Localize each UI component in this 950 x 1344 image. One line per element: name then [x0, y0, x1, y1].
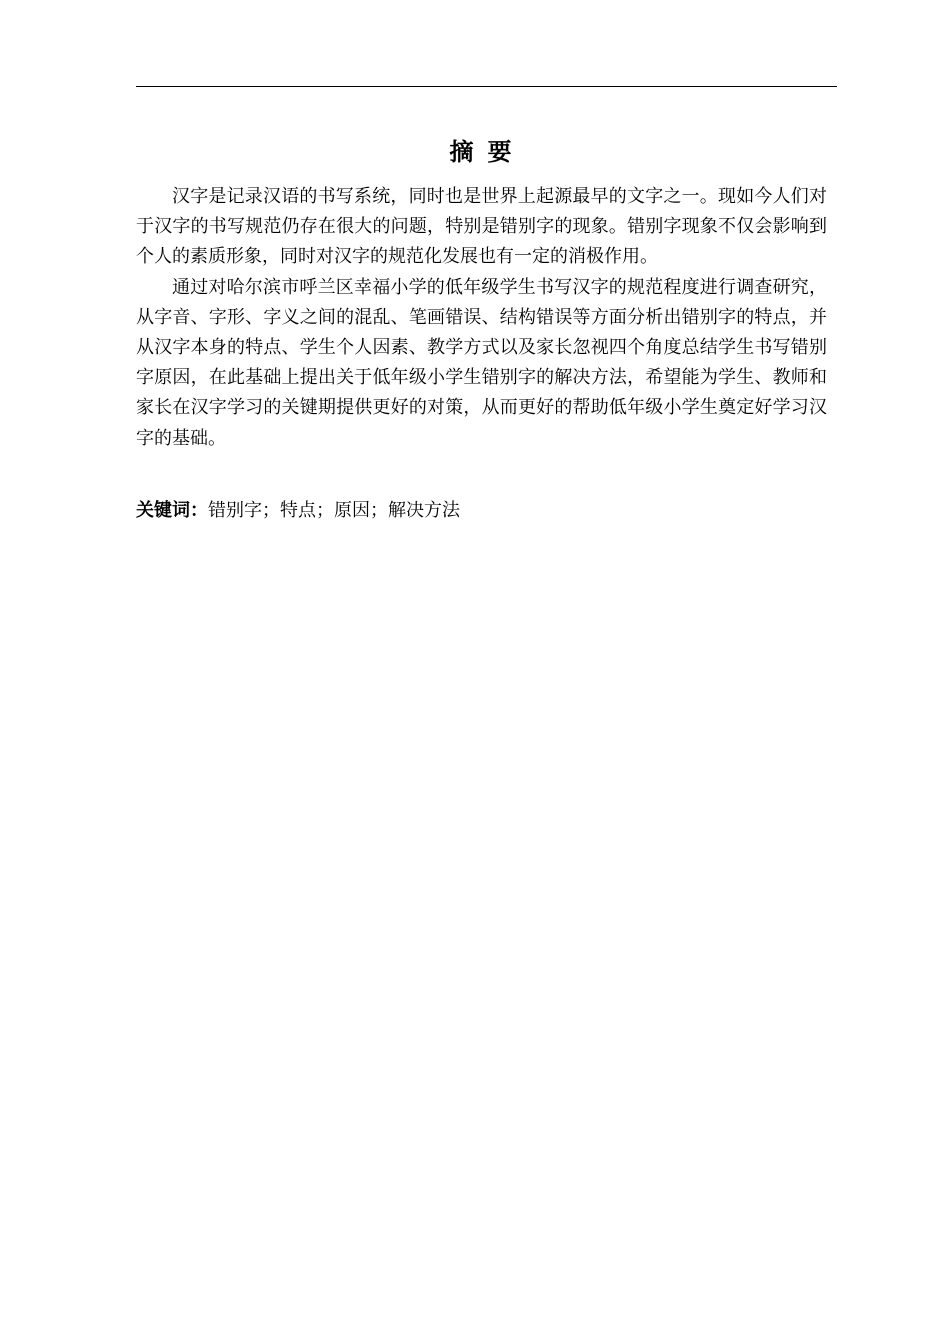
- keywords-label: 关键词：: [136, 500, 208, 521]
- abstract-paragraph-1: 汉字是记录汉语的书写系统，同时也是世界上起源最早的文字之一。现如今人们对于汉字的书写规范仍存在很大的问题，特别是错别字的现象。错别字现象不仅会影响到个人的素质形象，同时对汉字的规范化发展也有一定的消极作用。: [136, 186, 827, 268]
- keywords-text: 错别字；特点；原因；解决方法: [208, 500, 460, 521]
- header-rule: [136, 86, 837, 87]
- keywords-line: [136, 497, 836, 525]
- abstract-paragraph-2: 通过对哈尔滨市呼兰区幸福小学的低年级学生书写汉字的规范程度进行调查研究，从字音、字形、字义之间的混乱、笔画错误、结构错误等方面分析出错别字的特点，并从汉字本身的特点、学生个人因素、教学方式以及家长忽视四个角度总结学生书写错别字原因，在此基础上提出关于低年级小学生错别字的解决方法，希望能为学生、教师和家长在汉字学习的关键期提供更好的对策，从而更好的帮助低年级小学生奠定好学习汉字的基础。: [136, 276, 827, 449]
- abstract-title: 摘要: [449, 138, 526, 166]
- abstract-body: [136, 182, 827, 454]
